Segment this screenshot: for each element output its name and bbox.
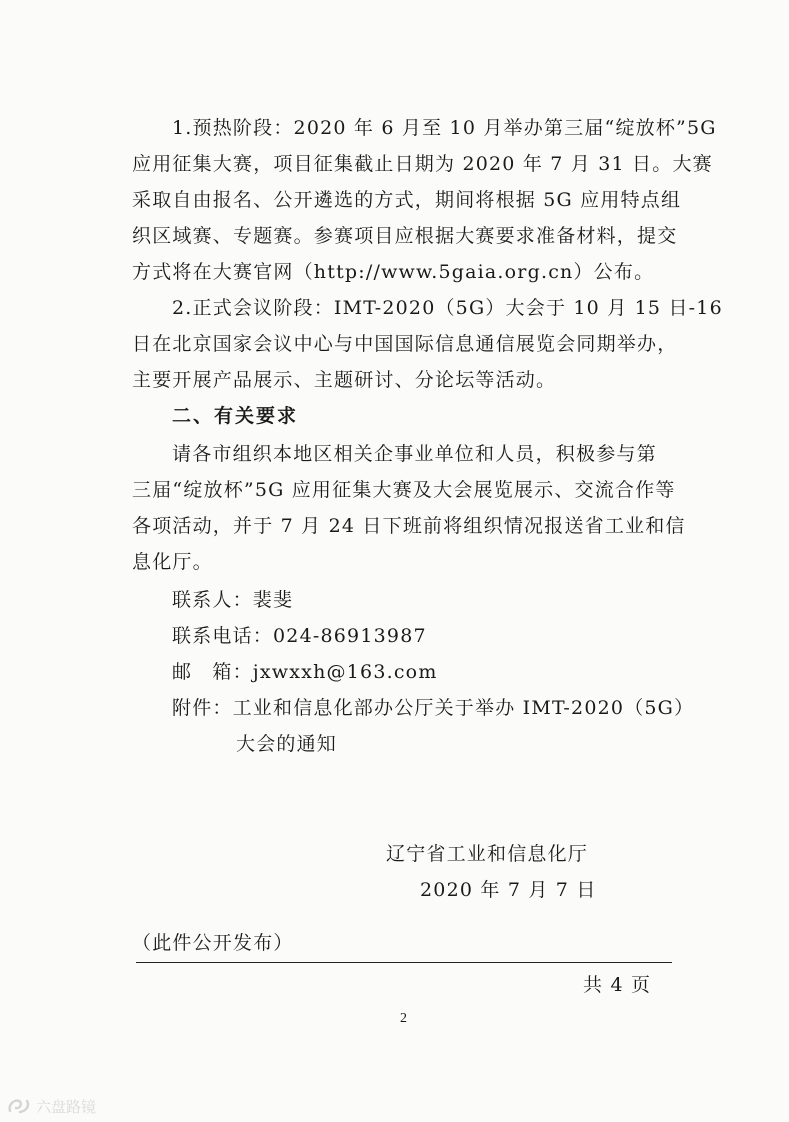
para1-line-1: 1.预热阶段：2020 年 6 月至 10 月举办第三届“绽放杯”5G [172, 117, 717, 139]
para2-line-1: 2.正式会议阶段：IMT-2020（5G）大会于 10 月 15 日-16 [172, 297, 723, 319]
page-number: 2 [400, 1011, 409, 1026]
signature-date: 2020 年 7 月 7 日 [420, 879, 597, 901]
watermark-text: 六盘路镜 [36, 1097, 97, 1116]
contact-phone: 联系电话：024-86913987 [172, 625, 427, 647]
attachment-line-1: 附件：工业和信息化部办公厅关于举办 IMT-2020（5G） [172, 697, 695, 719]
contact-email: 邮 箱：jxwxxh@163.com [172, 661, 438, 683]
para1-line-5: 方式将在大赛官网（http://www.5gaia.org.cn）公布。 [132, 261, 655, 283]
para1-line-4: 织区域赛、专题赛。参赛项目应根据大赛要求准备材料，提交 [132, 225, 678, 247]
signature-org: 辽宁省工业和信息化厅 [386, 843, 589, 865]
para2-line-3: 主要开展产品展示、主题研讨、分论坛等活动。 [132, 369, 557, 391]
watermark-logo-icon [6, 1095, 32, 1117]
para3-line-3: 各项活动，并于 7 月 24 日下班前将组织情况报送省工业和信 [132, 515, 686, 537]
para1-line-2: 应用征集大赛，项目征集截止日期为 2020 年 7 月 31 日。大赛 [132, 153, 713, 175]
footer-divider [136, 962, 672, 963]
para2-line-2: 日在北京国家会议中心与中国国际信息通信展览会同期举办， [132, 333, 678, 355]
para1-line-3: 采取自由报名、公开遴选的方式，期间将根据 5G 应用特点组 [132, 189, 682, 211]
para3-line-2: 三届“绽放杯”5G 应用征集大赛及大会展览展示、交流合作等 [132, 479, 676, 501]
section-heading: 二、有关要求 [172, 405, 299, 427]
total-pages: 共 4 页 [583, 974, 652, 996]
publish-note: （此件公开发布） [132, 932, 294, 954]
attachment-line-2: 大会的通知 [236, 733, 338, 755]
contact-person: 联系人：裴斐 [172, 589, 294, 611]
para3-line-1: 请各市组织本地区相关企事业单位和人员，积极参与第 [172, 443, 657, 465]
watermark [6, 1092, 96, 1120]
para3-line-4: 息化厅。 [132, 551, 213, 573]
